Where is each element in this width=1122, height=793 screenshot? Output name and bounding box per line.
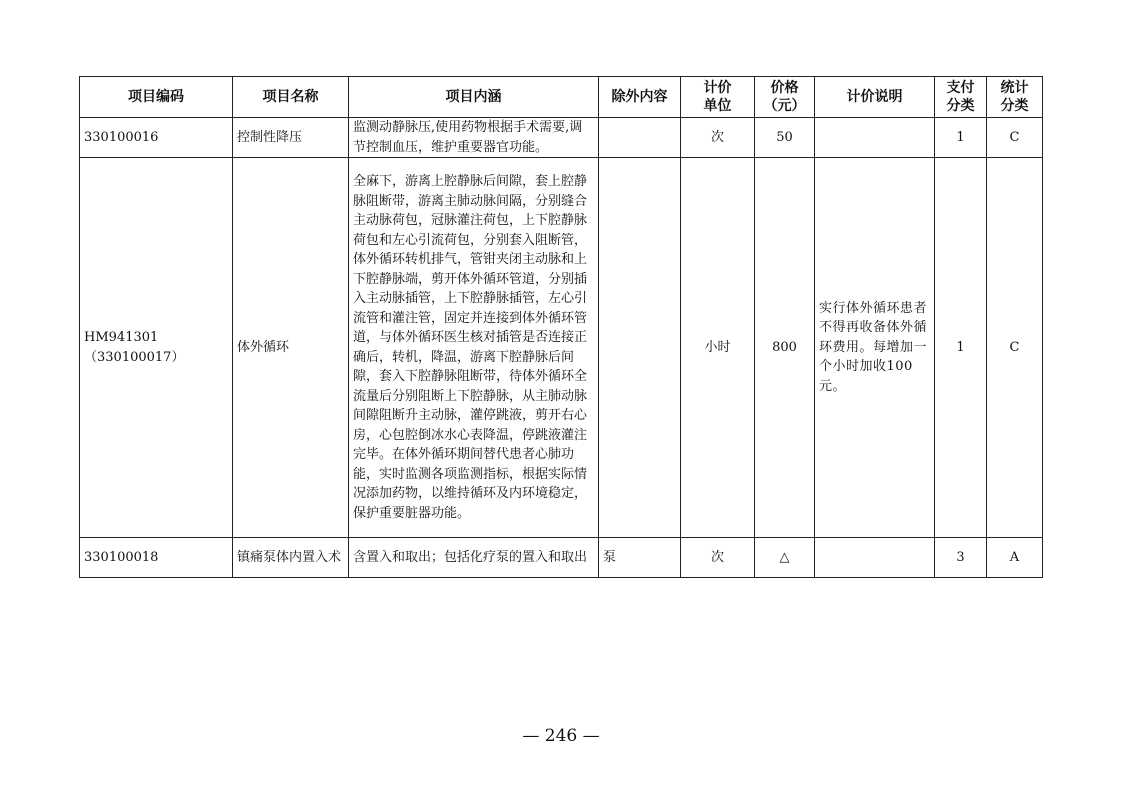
cell-pay-class: 1 — [935, 118, 987, 158]
cell-name: 控制性降压 — [233, 118, 349, 158]
cell-unit: 次 — [681, 118, 755, 158]
table-row — [80, 118, 1043, 158]
header-price — [755, 77, 815, 118]
cell-stat-class: C — [987, 118, 1043, 158]
header-unit — [681, 77, 755, 118]
header-price-line2: （元） — [763, 98, 806, 114]
cell-code: HM941301（330100017） — [80, 158, 233, 538]
cell-exclusions — [599, 118, 681, 158]
cell-pricing-note — [815, 538, 935, 578]
cell-unit: 次 — [681, 538, 755, 578]
cell-code: 330100016 — [80, 118, 233, 158]
header-price-line1: 价格 — [770, 80, 799, 96]
cell-price: △ — [755, 538, 815, 578]
table-row — [80, 158, 1043, 538]
cell-exclusions: 泵 — [599, 538, 681, 578]
header-pay-line2: 分类 — [946, 98, 975, 114]
header-name: 项目名称 — [233, 77, 349, 118]
header-stat-line2: 分类 — [1000, 98, 1029, 114]
header-pricing-note: 计价说明 — [815, 77, 935, 118]
header-stat-line1: 统计 — [1000, 80, 1029, 96]
page-number: — 246 — — [522, 726, 600, 746]
header-content: 项目内涵 — [349, 77, 599, 118]
header-pay-class — [935, 77, 987, 118]
header-pay-line1: 支付 — [946, 80, 975, 96]
cell-stat-class: A — [987, 538, 1043, 578]
table-row — [80, 538, 1043, 578]
header-unit-line1: 计价 — [703, 80, 732, 96]
cell-price: 800 — [755, 158, 815, 538]
header-code: 项目编码 — [80, 77, 233, 118]
header-unit-line2: 单位 — [703, 98, 732, 114]
cell-stat-class: C — [987, 158, 1043, 538]
table-header-row — [80, 77, 1043, 118]
cell-name: 镇痛泵体内置入术 — [233, 538, 349, 578]
cell-content: 监测动静脉压,使用药物根据手术需要,调节控制血压，维护重要器官功能。 — [349, 118, 599, 158]
cell-pay-class: 3 — [935, 538, 987, 578]
cell-code: 330100018 — [80, 538, 233, 578]
cell-pricing-note — [815, 118, 935, 158]
cell-content: 全麻下，游离上腔静脉后间隙，套上腔静脉阻断带，游离主肺动脉间隔，分别缝合主动脉荷包，冠脉灌注荷包，上下腔静脉荷包和左心引流荷包，分别套入阻断管，体外循环转机排气，管钳夹闭主动脉和上下腔静脉端，剪开体外循环管道，分别插入主动脉插管，上下腔静脉插管，左心引流管和灌注管，固定并连接到体外循环管道，与体外循环医生核对插管是否连接正确后，转机，降温，游离下腔静脉后间隙，套入下腔静脉阻断带，待体外循环全流量后分别阻断上下腔静脉，从主肺动脉间隙阻断升主动脉，灌停跳液，剪开右心房，心包腔倒冰水心表降温，停跳液灌注完毕。在体外循环期间替代患者心肺功能，实时监测各项监测指标，根据实际情况添加药物，以维持循环及内环境稳定，保护重要脏器功能。 — [349, 158, 599, 538]
cell-price: 50 — [755, 118, 815, 158]
pricing-table — [79, 76, 1043, 578]
cell-content: 含置入和取出；包括化疗泵的置入和取出 — [349, 538, 599, 578]
cell-exclusions — [599, 158, 681, 538]
cell-pricing-note: 实行体外循环患者不得再收备体外循环费用。每增加一个小时加收100元。 — [815, 158, 935, 538]
cell-pay-class: 1 — [935, 158, 987, 538]
cell-unit: 小时 — [681, 158, 755, 538]
header-stat-class — [987, 77, 1043, 118]
header-exclusions: 除外内容 — [599, 77, 681, 118]
cell-name: 体外循环 — [233, 158, 349, 538]
